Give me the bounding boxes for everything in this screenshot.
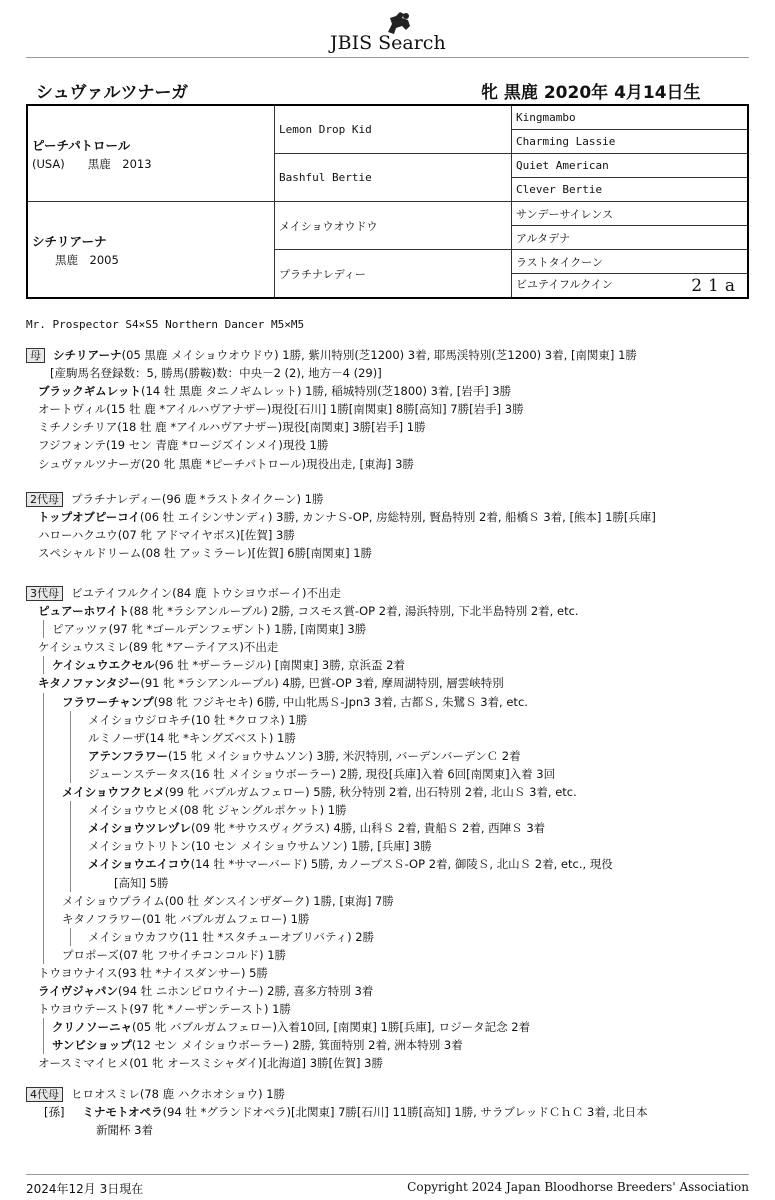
third-dam-section <box>26 584 755 1073</box>
list-item <box>26 801 755 819</box>
list-item <box>26 346 755 364</box>
horse-record: メイショウトリトン(10 セン メイショウサムソン) 1勝, [兵庫] 3勝 <box>88 839 432 854</box>
horse-record: (14 牡 黒鹿 タニノギムレット) 1勝, 稲城特別(芝1800) 3着, [岩手] 3勝 <box>141 384 512 399</box>
horse-record: (09 牝 *サウスヴィグラス) 4勝, 山科Ｓ 2着, 貴船Ｓ 2着, 西陣Ｓ 3着 <box>191 821 546 836</box>
horse-record: メイショウカフウ(11 牡 *スタチューオブリバティ) 2勝 <box>88 929 375 944</box>
horse-name: シチリアーナ <box>53 348 122 362</box>
sire-details: (USA) 黒鹿 2013 <box>32 156 152 171</box>
tree-guide-line <box>70 801 71 819</box>
family-code: 21a <box>691 275 741 296</box>
tree-guide-line <box>43 693 44 711</box>
horse-record: ハローハクユウ(07 牝 アドマイヤボス)[佐賀] 3勝 <box>38 528 295 543</box>
section-tag: 4代母 <box>26 1087 63 1102</box>
list-item <box>26 602 755 620</box>
horse-record: ピアッツァ(97 牝 *ゴールデンフェザント) 1勝, [南関東] 3勝 <box>52 622 367 637</box>
tree-guide-line <box>70 765 71 783</box>
horse-name: キタノファンタジー <box>38 676 141 691</box>
sire-cell <box>27 105 275 202</box>
horse-record: (94 牡 *グランドオペラ)[北関東] 7勝[石川] 11勝[高知] 1勝, サラブレッドＣｈＣ 3着, 北日本 <box>162 1105 648 1120</box>
horse-record: 新聞杯 3着 <box>96 1123 153 1138</box>
list-item <box>26 638 755 656</box>
ancestor-name: プラチナレディー(96 鹿 *ラストタイクーン) 1勝 <box>71 492 324 506</box>
horse-record: (12 セン メイショウボーラー) 2勝, 箕面特別 2着, 洲本特別 3着 <box>131 1038 463 1053</box>
section-tag: 2代母 <box>26 492 63 507</box>
list-item <box>26 455 755 473</box>
section-tag: 母 <box>26 348 45 363</box>
list-item <box>26 711 755 729</box>
tree-guide-line <box>43 819 44 837</box>
footer <box>26 1174 749 1200</box>
list-item <box>26 892 755 910</box>
list-item <box>26 656 755 674</box>
sire-name: ピーチパトロール <box>32 137 131 153</box>
horse-record: (05 黒鹿 メイショウオウドウ) 1勝, 紫川特別(芝1200) 3着, 耶馬渓特別(芝1200) 3着, [南関東] 1勝 <box>121 348 637 362</box>
tree-guide-line <box>70 729 71 747</box>
tree-guide-line <box>70 855 71 873</box>
dam-dam-sire: ラストタイクーン <box>512 250 749 274</box>
list-item <box>26 1036 755 1054</box>
sire-sire: Lemon Drop Kid <box>275 105 512 154</box>
pedigree-table <box>26 104 749 299</box>
tree-guide-line <box>70 747 71 765</box>
horse-record: オースミマイヒメ(01 牝 オースミシャダイ)[北海道] 3勝[佐賀] 3勝 <box>38 1056 383 1071</box>
tree-guide-line <box>43 928 44 946</box>
tree-guide-line <box>70 819 71 837</box>
list-item <box>26 765 755 783</box>
horse-record: (88 牝 *ラシアンルーブル) 2勝, コスモス賞-OP 2着, 湯浜特別, 下北半島特別 2着, etc. <box>129 604 579 619</box>
horse-record: オートヴィル(15 牡 鹿 *アイルハヴアナザー)現役[石川] 1勝[南関東] 8勝[高知] 7勝[岩手] 3勝 <box>38 402 524 417</box>
section-head <box>26 1085 755 1103</box>
list-item <box>26 1000 755 1018</box>
sire-sire-dam: Charming Lassie <box>512 130 749 154</box>
list-item <box>26 855 755 873</box>
horse-record: ジューンステータス(16 牡 メイショウボーラー) 2勝, 現役[兵庫]入着 6回[南関東]入着 3回 <box>88 766 556 781</box>
dam-sire-dam: アルタデナ <box>512 226 749 250</box>
list-item <box>26 526 755 544</box>
horse-record: (05 牝 バブルガムフェロー)入着10回, [南関東] 1勝[兵庫], ロジータ記念 2着 <box>132 1020 531 1035</box>
dam-dam-dam: ビユテイフルクイン <box>516 277 613 291</box>
ancestor-name: ビユテイフルクイン(84 鹿 トウシヨウボーイ)不出走 <box>71 586 341 600</box>
dam-dam-dam-cell <box>512 274 749 299</box>
horse-record: ミチノシチリア(18 牡 鹿 *アイルハヴアナザー)現役[南関東] 3勝[岩手] 1勝 <box>38 420 426 435</box>
horse-name: ケイシュウエクセル <box>52 658 155 673</box>
list-item <box>26 418 755 436</box>
tree-guide-line <box>70 928 71 946</box>
list-item <box>26 928 755 946</box>
horse-info: 牝 黒鹿 2020年 4月14日生 <box>481 83 701 103</box>
tree-guide-line <box>43 1036 44 1054</box>
sire-dam-dam: Clever Bertie <box>512 178 749 202</box>
list-item <box>26 693 755 711</box>
horse-name: ピュアーホワイト <box>38 604 130 619</box>
horse-name: メイショウエイコウ <box>88 857 191 872</box>
horse-name: フラワーチャンプ <box>62 694 154 709</box>
horse-record: [高知] 5勝 <box>114 875 169 890</box>
sire-dam: Bashful Bertie <box>275 154 512 202</box>
horse-record: メイショウプライム(00 牡 ダンスインザダーク) 1勝, [東海] 7勝 <box>62 893 394 908</box>
section-head <box>26 490 755 508</box>
tree-guide-line <box>43 801 44 819</box>
horse-name: クリノソーニャ <box>52 1020 133 1035</box>
list-item <box>26 364 755 382</box>
list-item <box>26 382 755 400</box>
horse-record: シュヴァルツナーガ(20 牝 黒鹿 *ピーチパトロール)現役出走, [東海] 3勝 <box>38 456 414 471</box>
tree-guide-line <box>43 656 44 674</box>
list-item <box>26 910 755 928</box>
list-item <box>26 508 755 526</box>
list-item <box>26 837 755 855</box>
tree-guide-line <box>43 783 44 801</box>
inbreeding-info: Mr. Prospector S4×S5 Northern Dancer M5×M5 <box>26 318 305 331</box>
copyright: Copyright 2024 Japan Bloodhorse Breeders' Association <box>407 1180 749 1194</box>
tree-guide-line <box>43 946 44 964</box>
list-item <box>26 1103 755 1121</box>
horse-record: (98 牝 フジキセキ) 6勝, 中山牝馬Ｓ-Jpn3 3着, 古都Ｓ, 朱鷺Ｓ 3着, etc. <box>153 694 528 709</box>
horse-record: メイショウウヒメ(08 牝 ジャングルポケット) 1勝 <box>88 803 347 818</box>
tree-guide-line <box>43 837 44 855</box>
list-item <box>26 674 755 692</box>
list-item <box>26 729 755 747</box>
horse-record: (99 牝 バブルガムフェロー) 5勝, 秋分特別 2着, 出石特別 2着, 北山Ｓ 3着, etc. <box>164 785 577 800</box>
horse-record: (15 牝 メイショウサムソン) 3勝, 米沢特別, バーデンバーデンＣ 2着 <box>167 748 521 763</box>
dam-details: 黒鹿 2005 <box>32 252 119 267</box>
dam-dam: プラチナレディー <box>275 250 512 299</box>
tree-guide-line <box>70 711 71 729</box>
tree-guide-line <box>70 874 71 892</box>
horse-record: (06 牡 エイシンサンディ) 3勝, カンナＳ-OP, 房総特別, 賢島特別 2着, 船橋Ｓ 3着, [熊本] 1勝[兵庫] <box>139 510 656 525</box>
tree-guide-line <box>43 620 44 638</box>
horse-record: キタノフラワー(01 牝 バブルガムフェロー) 1勝 <box>62 911 310 926</box>
tree-guide-line <box>43 711 44 729</box>
tree-guide-line <box>43 892 44 910</box>
horse-record: フジフォンテ(19 セン 青鹿 *ロージズインメイ)現役 1勝 <box>38 438 329 453</box>
dam-section <box>26 346 755 473</box>
horse-record: (94 牡 ニホンピロウイナー) 2勝, 喜多方特別 3着 <box>117 984 374 999</box>
sire-dam-sire: Quiet American <box>512 154 749 178</box>
list-item <box>26 1121 755 1139</box>
list-item <box>26 1054 755 1072</box>
horse-name: ライヴジャパン <box>38 984 118 999</box>
logo-text: JBIS Search <box>330 32 446 54</box>
dam-name: シチリアーナ <box>32 233 107 249</box>
horse-record: ルミノーザ(14 牝 *キングズベスト) 1勝 <box>88 730 296 745</box>
horse-name: メイショウツレヅレ <box>88 821 192 836</box>
horse-record: ケイシュウスミレ(89 牝 *アーテイアス)不出走 <box>38 640 279 655</box>
list-item <box>26 783 755 801</box>
horse-name: アテンフラワー <box>88 748 168 763</box>
horse-record: メイショウジロキチ(10 牡 *クロフネ) 1勝 <box>88 712 308 727</box>
tree-guide-line <box>43 910 44 928</box>
dam-cell <box>27 202 275 299</box>
tree-guide-line <box>43 855 44 873</box>
list-item <box>26 964 755 982</box>
horse-record: プロポーズ(07 牝 フサイチコンコルド) 1勝 <box>62 947 287 962</box>
list-item <box>26 620 755 638</box>
header-divider <box>26 57 749 58</box>
tree-guide-line <box>43 874 44 892</box>
fourth-dam-section <box>26 1085 755 1139</box>
horse-name: ミナモトオペラ <box>82 1105 163 1120</box>
list-item <box>26 1018 755 1036</box>
list-item <box>26 982 755 1000</box>
tree-guide-line <box>43 747 44 765</box>
horse-record: (91 牝 *ラシアンルーブル) 4勝, 巴賞-OP 3着, 摩周湖特別, 層雲峡特別 <box>140 676 504 691</box>
list-item <box>26 544 755 562</box>
section-tag: 3代母 <box>26 586 63 601</box>
section-head <box>26 584 755 602</box>
dam-sire: メイショウオウドウ <box>275 202 512 250</box>
horse-record: トウヨウナイス(93 牡 *ナイスダンサー) 5勝 <box>38 965 268 980</box>
horse-record: (14 牡 *サマーバード) 5勝, カノープスＳ-OP 2着, 御陵Ｓ, 北山Ｓ 2着, etc., 現役 <box>190 857 613 872</box>
tree-guide-line <box>43 765 44 783</box>
list-item <box>26 819 755 837</box>
ancestor-name: ヒロオスミレ(78 鹿 ハクホオショウ) 1勝 <box>71 1087 286 1101</box>
horse-record: トウヨウテースト(97 牝 *ノーザンテースト) 1勝 <box>38 1002 291 1017</box>
second-dam-section <box>26 490 755 562</box>
horse-record: スペシャルドリーム(08 牡 アッミラーレ)[佐賀] 6勝[南関東] 1勝 <box>38 546 373 561</box>
as-of-date: 2024年12月 3日現在 <box>26 1182 144 1196</box>
list-item <box>26 400 755 418</box>
dam-sire-sire: サンデーサイレンス <box>512 202 749 226</box>
horse-name: メイショウフクヒメ <box>62 785 165 800</box>
horse-record: (96 牡 *ザーラージル) [南関東] 3勝, 京浜盃 2着 <box>154 658 406 673</box>
horse-name: サンビショップ <box>52 1038 132 1053</box>
list-item <box>26 747 755 765</box>
horse-name: ブラックギムレット <box>38 384 142 399</box>
tree-guide-line <box>43 1018 44 1036</box>
list-item <box>26 436 755 454</box>
tree-guide-line <box>43 729 44 747</box>
horse-name: トップオブピーコイ <box>38 510 140 525</box>
tree-guide-line <box>70 837 71 855</box>
horse-name: シュヴァルツナーガ <box>36 83 189 103</box>
grandchild-label: [孫] <box>44 1105 65 1120</box>
list-item <box>26 946 755 964</box>
horse-record: [産駒馬名登録数：5, 勝馬(勝鞍)数：中央－2 (2), 地方－4 (29)] <box>50 366 382 381</box>
list-item <box>26 874 755 892</box>
sire-sire-sire: Kingmambo <box>512 105 749 130</box>
jbis-search-logo[interactable] <box>322 10 462 54</box>
